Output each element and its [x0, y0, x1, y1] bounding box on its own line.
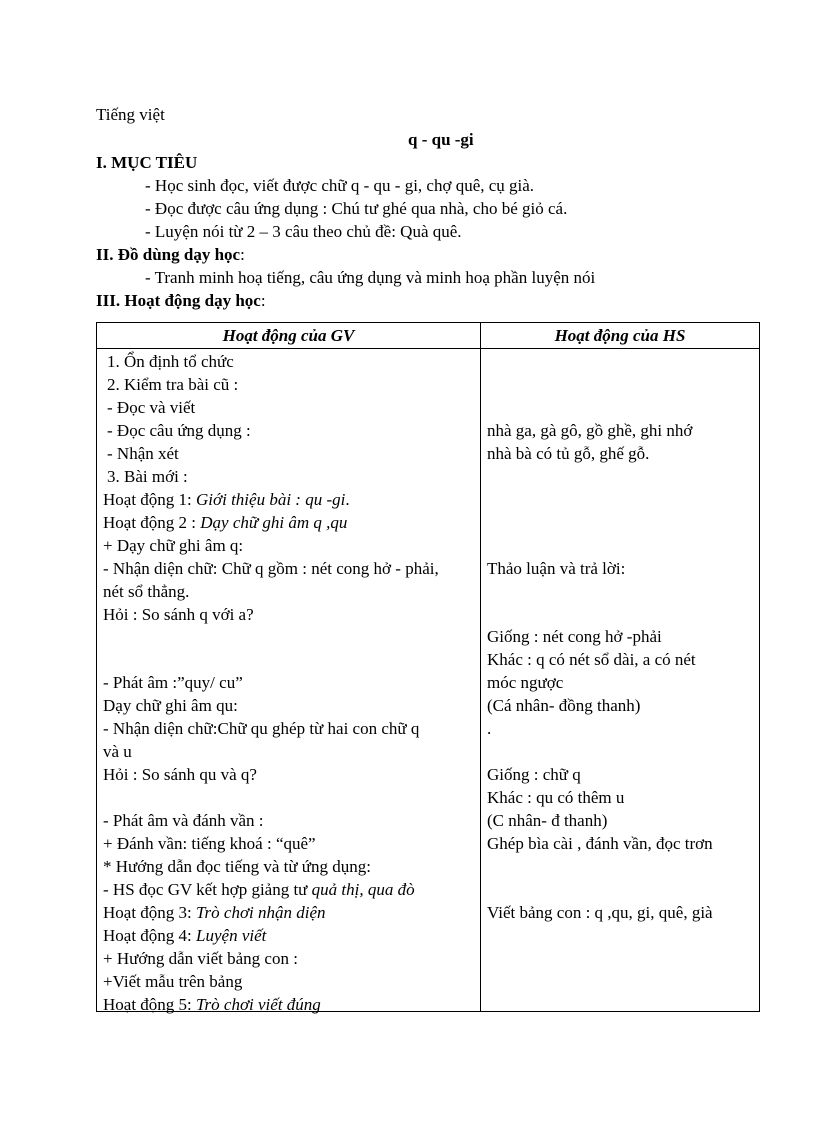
hs-line: Khác : q có nét sổ dài, a có nét [487, 650, 696, 669]
section-2-heading-line [96, 244, 245, 266]
activity-name: Giới thiệu bài : qu -gi [196, 490, 346, 509]
activity-name: Dạy chữ ghi âm q ,qu [200, 513, 348, 532]
hs-line: móc ngược [487, 673, 564, 692]
hs-line: (Cá nhân- đồng thanh) [487, 696, 641, 715]
activity-label: Hoạt động 3: [103, 903, 197, 922]
activity-period: . [345, 490, 350, 509]
student-column-header: Hoạt động của HS [481, 323, 760, 349]
activity-label: Hoạt động 1: [103, 490, 197, 509]
gv-line [103, 879, 415, 901]
section-3-heading: III. Hoạt động dạy học [96, 291, 261, 310]
subject-label: Tiếng việt [96, 105, 165, 124]
hs-line: Viết bảng con : q ,qu, gi, quê, già [487, 903, 713, 922]
gv-line: 2. Kiểm tra bài cũ : [107, 375, 239, 394]
hs-line: . [487, 719, 492, 738]
activity-name: Trò chơi viết đúng [196, 995, 321, 1014]
materials-item: - Tranh minh hoạ tiếng, câu ứng dụng và minh hoạ phần luyện nói [145, 268, 596, 287]
gv-line: - Nhận xét [107, 444, 179, 463]
hs-line: Khác : qu có thêm u [487, 788, 625, 807]
lesson-title: q - qu -gi [408, 130, 474, 149]
gv-line: nét sổ thẳng. [103, 582, 190, 601]
student-activities-cell [481, 349, 760, 1012]
hs-line: (C nhân- đ thanh) [487, 811, 608, 830]
hs-line: nhà bà có tủ gỗ, ghế gỗ. [487, 444, 650, 463]
gv-line: - Đọc câu ứng dụng : [107, 421, 251, 440]
activities-table [96, 322, 760, 1012]
hs-line: nhà ga, gà gô, gồ ghề, ghi nhớ [487, 421, 693, 440]
gv-line: + Đánh vần: tiếng khoá : “quê” [103, 834, 316, 853]
activity-name: Luyện viết [196, 926, 267, 945]
gv-line: 3. Bài mới : [107, 467, 188, 486]
section-2-colon: : [240, 245, 245, 264]
gv-italic-text: quả thị, qua đò [311, 880, 415, 899]
gv-line: + Hướng dẫn viết bảng con : [103, 949, 298, 968]
gv-line [103, 489, 350, 511]
objective-item: - Luyện nói từ 2 – 3 câu theo chủ đề: Quà quê. [145, 222, 462, 241]
teacher-activities-cell [97, 349, 481, 1012]
activity-label: Hoạt động 2 : [103, 513, 201, 532]
activity-label: Hoạt động 4: [103, 926, 197, 945]
hs-line: Thảo luận và trả lời: [487, 559, 626, 578]
gv-text: - HS đọc GV kết hợp giảng tư [103, 880, 312, 899]
gv-line: 1. Ổn định tổ chức [107, 352, 234, 371]
section-1-heading: I. MỤC TIÊU [96, 153, 198, 172]
gv-line: Hỏi : So sánh q với a? [103, 605, 254, 624]
teacher-column-header: Hoạt động của GV [97, 323, 481, 349]
section-2-heading: II. Đồ dùng dạy học [96, 245, 241, 264]
table-header-row [97, 323, 760, 349]
activity-name: Trò chơi nhận diện [196, 903, 326, 922]
gv-line: - Nhận diện chữ: Chữ q gồm : nét cong hở - phải, [103, 559, 439, 578]
gv-line: Hỏi : So sánh qu và q? [103, 765, 257, 784]
section-3-colon: : [260, 291, 266, 310]
gv-line: - Đọc và viết [107, 398, 196, 417]
gv-line: + Dạy chữ ghi âm q: [103, 536, 244, 555]
gv-line [103, 925, 266, 947]
activity-label: Hoạt động 5: [103, 995, 197, 1014]
hs-line: Giống : chữ q [487, 765, 581, 784]
gv-line: Dạy chữ ghi âm qu: [103, 696, 238, 715]
table-body-row [97, 349, 760, 1012]
objective-item: - Đọc được câu ứng dụng : Chú tư ghé qua nhà, cho bé giỏ cá. [145, 199, 568, 218]
gv-line: +Viết mẫu trên bảng [103, 972, 243, 991]
gv-line: - Phát âm và đánh vần : [103, 811, 264, 830]
gv-line [103, 994, 321, 1016]
hs-line: Giống : nét cong hở -phải [487, 627, 662, 646]
section-3-heading-line [96, 290, 266, 312]
gv-line [103, 902, 326, 924]
gv-line: và u [103, 742, 132, 761]
objective-item: - Học sinh đọc, viết được chữ q - qu - gi, chợ quê, cụ già. [145, 176, 535, 195]
hs-line: Ghép bìa cài , đánh vần, đọc trơn [487, 834, 713, 853]
gv-line: - Phát âm :”quy/ cu” [103, 673, 243, 692]
gv-line: - Nhận diện chữ:Chữ qu ghép từ hai con chữ q [103, 719, 420, 738]
gv-line [103, 512, 347, 534]
gv-line: * Hướng dẫn đọc tiếng và từ ứng dụng: [103, 857, 371, 876]
